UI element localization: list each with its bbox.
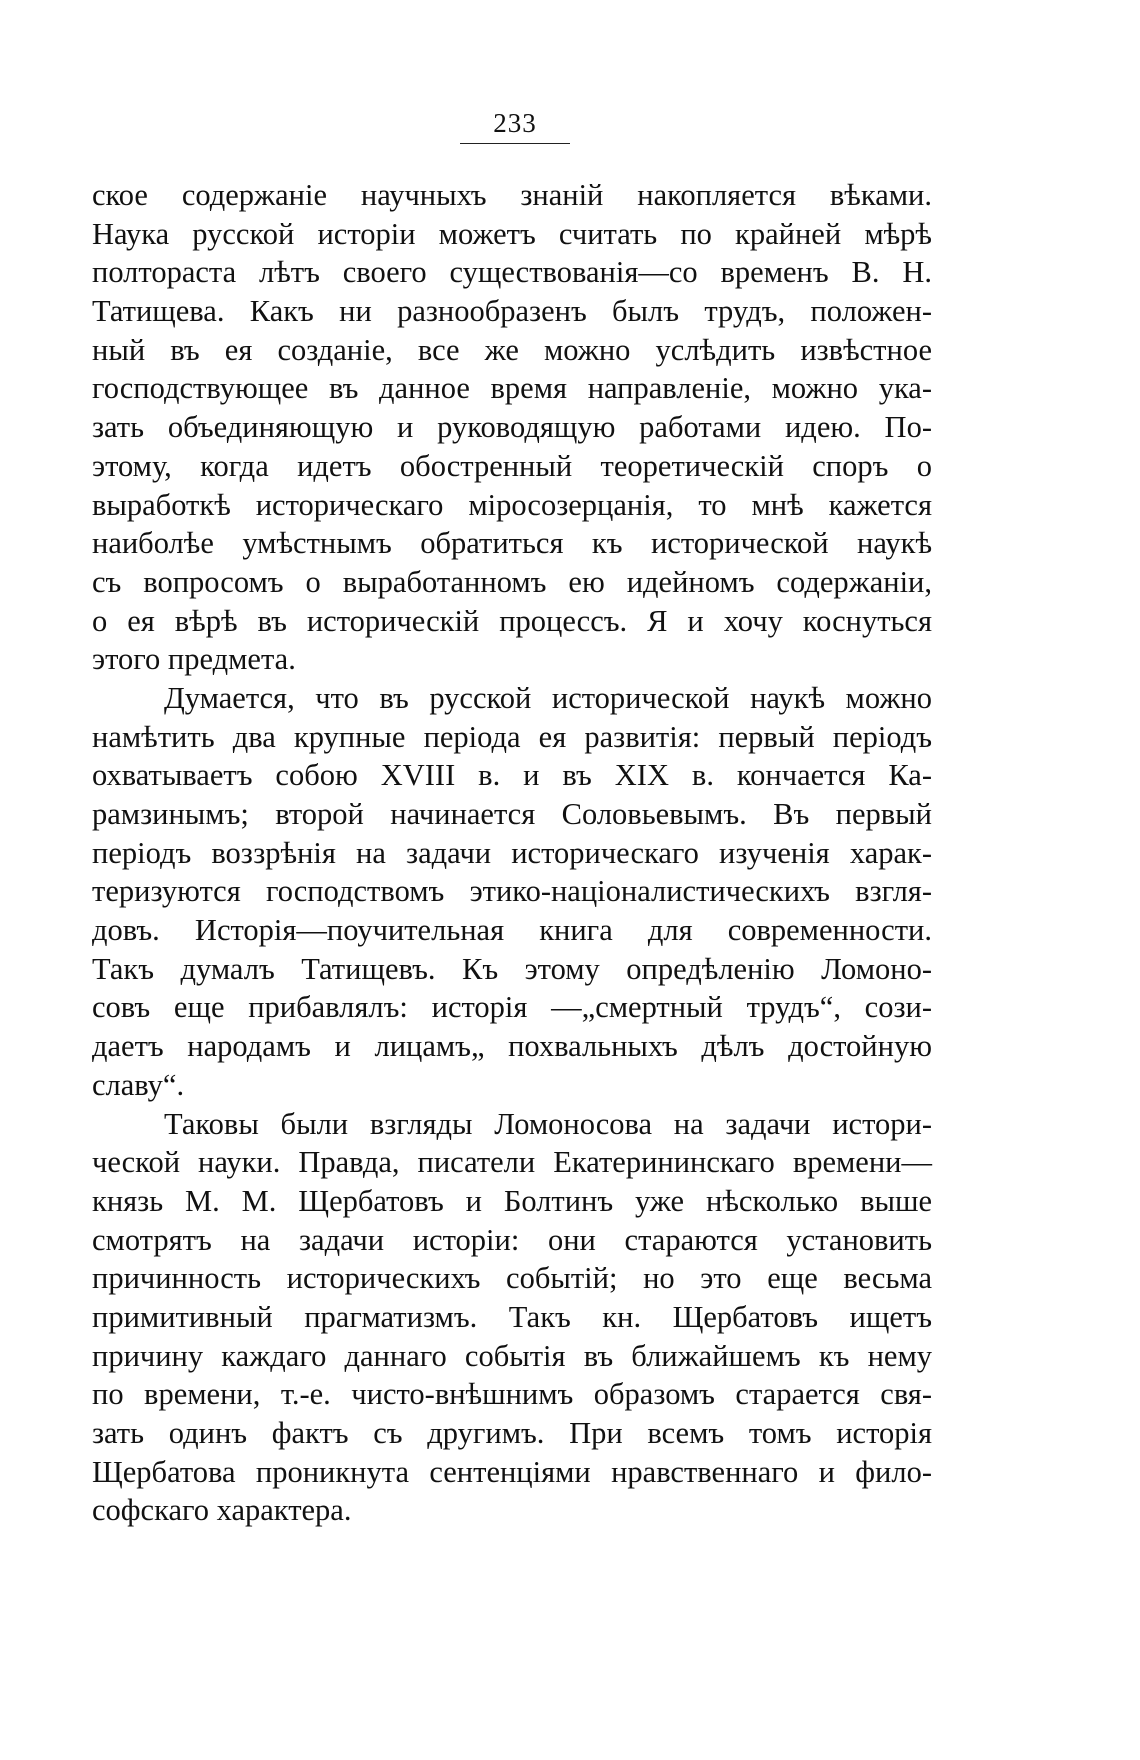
text-line: охватываетъ собою XVIII в. и въ XIX в. кончается Ка- (92, 758, 932, 793)
text-line: причинность историческихъ событій; но это еще весьма (92, 1261, 932, 1296)
text-line: софскаго характера. (92, 1493, 352, 1528)
paragraph-1 (92, 176, 932, 679)
text-line: по времени, т.-е. чисто-внѣшнимъ образомъ старается свя- (92, 1377, 932, 1412)
text-line: съ вопросомъ о выработанномъ ею идейномъ содержаніи, (92, 564, 932, 599)
text-line: этого предмета. (92, 642, 296, 677)
paragraph-2 (92, 679, 932, 1105)
text-line: смотрятъ на задачи исторіи: они стараются установить (92, 1222, 932, 1257)
text-line: зать одинъ фактъ съ другимъ. При всемъ томъ исторія (92, 1416, 932, 1450)
text-line: довъ. Исторія—поучительная книга для современности. (92, 913, 932, 948)
text-line: примитивный прагматизмъ. Такъ кн. Щербатовъ ищетъ (92, 1299, 932, 1334)
page-number: 233 (460, 108, 570, 144)
text-line: совъ еще прибавлялъ: исторія —„смертный трудъ“, сози- (92, 990, 932, 1025)
text-line: зать объединяющую и руководящую работами идею. По- (92, 410, 932, 445)
text-line: князь М. М. Щербатовъ и Болтинъ уже нѣсколько выше (92, 1183, 932, 1218)
text-line: теризуются господствомъ этико-націоналистическихъ взгля- (92, 874, 932, 909)
text-line: полтораста лѣтъ своего существованія—со временъ В. Н. (92, 255, 932, 290)
paragraph-3 (92, 1105, 932, 1531)
text-line: Щербатова проникнута сентенціями нравственнаго и фило- (92, 1454, 932, 1489)
text-line: ское содержаніе научныхъ знаній накопляется вѣками. (92, 178, 932, 212)
text-line: намѣтить два крупные періода ея развитія: первый періодъ (92, 719, 932, 754)
text-line: причину каждаго даннаго событія въ ближайшемъ къ нему (92, 1338, 932, 1373)
text-line: даетъ народамъ и лицамъ„ похвальныхъ дѣлъ достойную (92, 1029, 932, 1064)
body-text (92, 176, 932, 1530)
text-line: Наука русской исторіи можетъ считать по крайней мѣрѣ (92, 216, 932, 251)
text-line: славу“. (92, 1067, 185, 1102)
text-line: о ея вѣрѣ въ историческій процессъ. Я и хочу коснуться (92, 603, 932, 638)
text-line: Татищева. Какъ ни разнообразенъ былъ трудъ, положен- (92, 294, 932, 329)
text-line: ный въ ея созданіе, все же можно услѣдить извѣстное (92, 332, 932, 367)
text-line: ческой науки. Правда, писатели Екатерининскаго времени— (92, 1145, 932, 1180)
text-line: наиболѣе умѣстнымъ обратиться къ исторической наукѣ (92, 526, 932, 561)
text-line: Таковы были взгляды Ломоносова на задачи истори- (164, 1106, 932, 1141)
text-line: выработкѣ историческаго міросозерцанія, то мнѣ кажется (92, 487, 932, 522)
text-line: Думается, что въ русской исторической наукѣ можно (164, 680, 932, 715)
text-line: этому, когда идетъ обостренный теоретическій споръ о (92, 448, 932, 483)
text-line: періодъ воззрѣнія на задачи историческаго изученія харак- (92, 835, 932, 870)
text-line: господствующее въ данное время направленіе, можно ука- (92, 371, 932, 406)
text-line: Такъ думалъ Татищевъ. Къ этому опредѣленію Ломоно- (92, 951, 932, 986)
text-line: рамзинымъ; второй начинается Соловьевымъ. Въ первый (92, 797, 932, 831)
